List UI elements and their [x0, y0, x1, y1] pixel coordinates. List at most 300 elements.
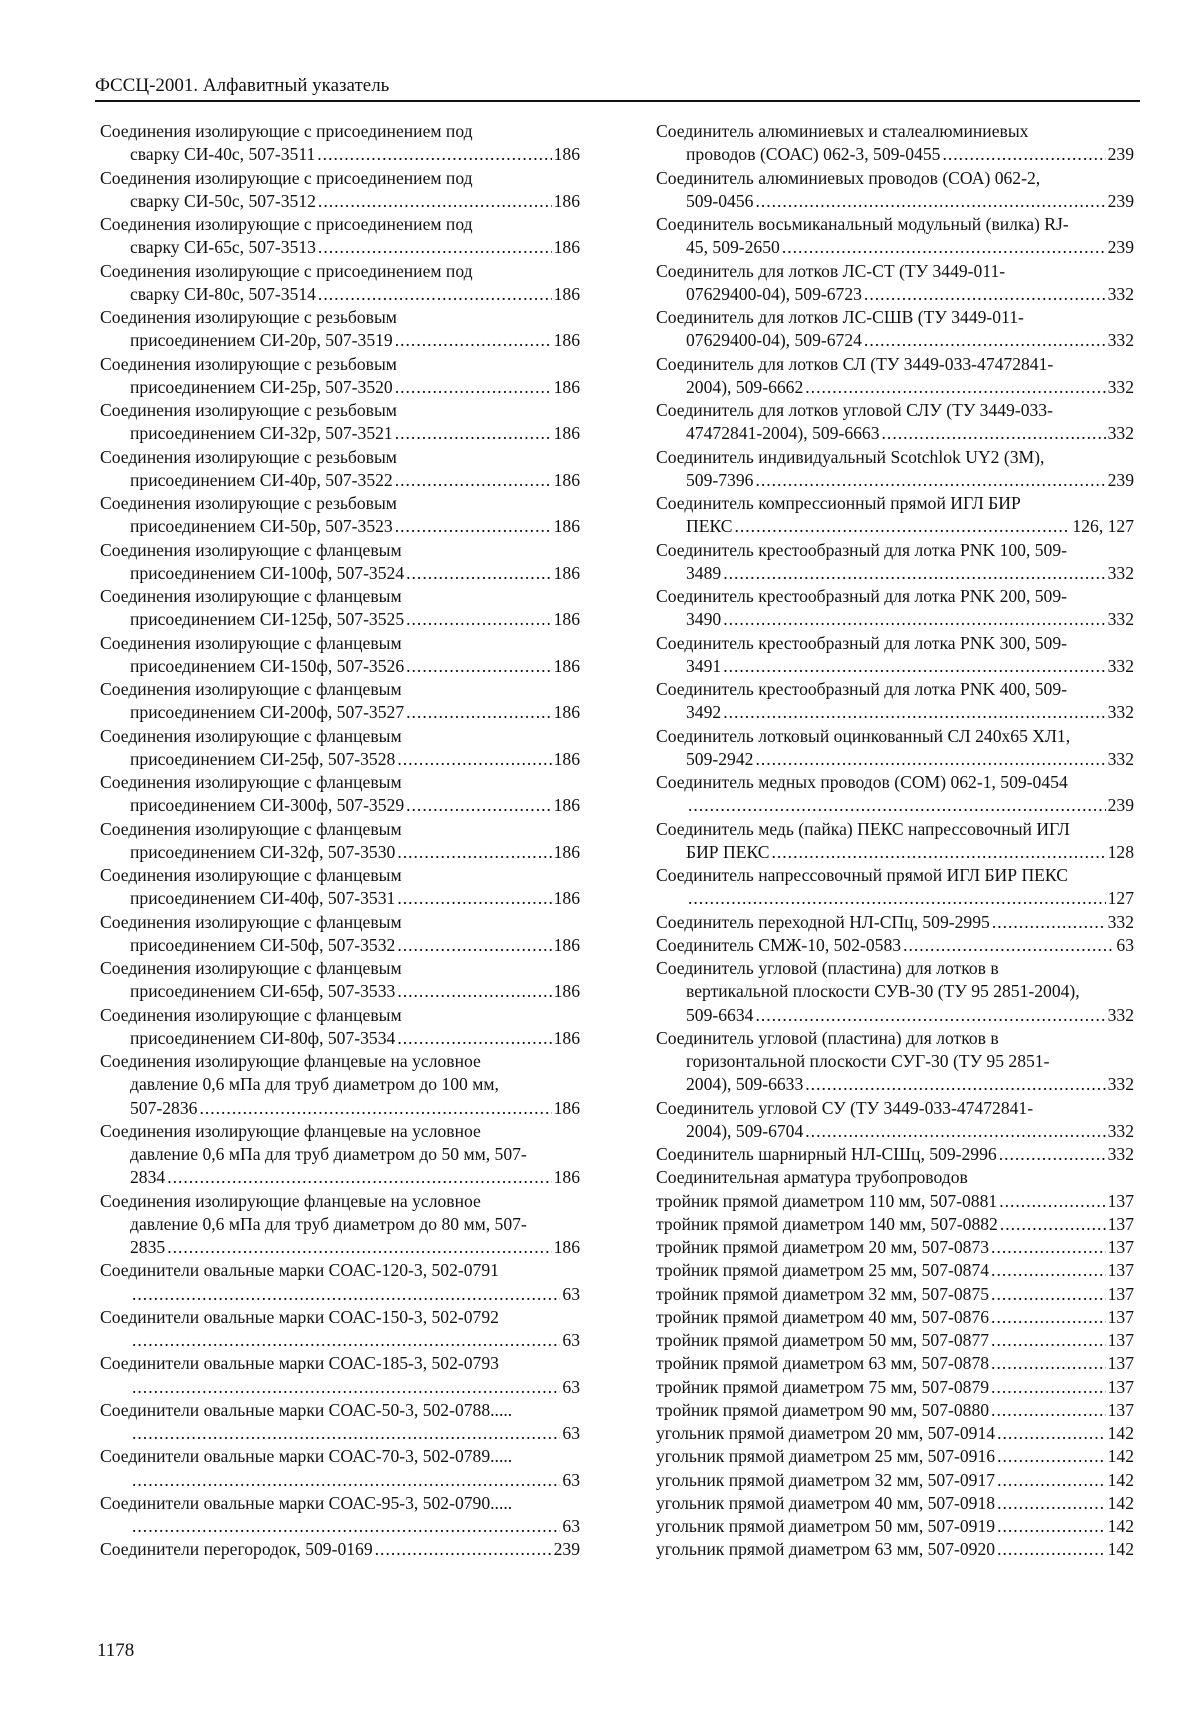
dot-leader: [132, 1515, 560, 1538]
entry-text: присоединением СИ-50ф, 507-3532: [130, 934, 396, 955]
index-entry: [100, 1306, 580, 1353]
entry-text-middle-line: давление 0,6 мПа для труб диаметром до 50 мм, 507-: [130, 1144, 527, 1164]
index-entry: [656, 1538, 1134, 1561]
entry-page-ref: 332: [1107, 283, 1134, 304]
entry-page-ref: 332: [1107, 423, 1134, 444]
entry-text-first-line: Соединитель восьмиканальный модульный (вилка) RJ-: [656, 214, 1069, 234]
entry-text: сварку СИ-50с, 507-3512: [130, 190, 316, 211]
entry-leader-line: [100, 422, 580, 445]
entry-page-ref: 332: [1107, 562, 1134, 583]
entry-leader-line: [656, 934, 1134, 957]
index-entry: [100, 399, 580, 446]
entry-text-first-line: Соединения изолирующие с резьбовым: [100, 493, 397, 513]
entry-page-ref: 186: [553, 376, 580, 397]
dot-leader: [318, 190, 552, 213]
entry-text: присоединением СИ-80ф, 507-3534: [130, 1027, 396, 1048]
entry-page-ref: 186: [553, 609, 580, 630]
entry-page-ref: 128: [1107, 841, 1134, 862]
entry-text-first-line: Соединитель для лотков СЛ (ТУ 3449-033-47472841-: [656, 353, 1054, 374]
entry-page-ref: 186: [553, 795, 580, 816]
entry-leader-line: [656, 1120, 1134, 1143]
entry-text-first-line: Соединения изолирующие фланцевые на условное: [100, 1051, 481, 1071]
entry-page-ref: 239: [1107, 795, 1134, 816]
entry-text-middle-line: вертикальной плоскости СУВ-30 (ТУ 95 2851-2004),: [686, 981, 1080, 1002]
entry-text: тройник прямой диаметром 110 мм, 507-0881: [656, 1190, 998, 1211]
entry-text-first-line: Соединения изолирующие с резьбовым: [100, 353, 397, 374]
entry-leader-line: [100, 143, 580, 166]
entry-text-first-line: Соединения изолирующие фланцевые на условное: [100, 1190, 481, 1211]
dot-leader: [132, 1283, 560, 1306]
index-entry: [100, 1399, 580, 1446]
entry-text: угольник прямой диаметром 25 мм, 507-0916: [656, 1446, 996, 1467]
dot-leader: [1000, 1213, 1106, 1236]
entry-page-ref: 332: [1107, 1074, 1134, 1095]
entry-leader-line: [656, 1143, 1134, 1166]
entry-leader-line: [656, 1329, 1134, 1352]
entry-page-ref: 332: [1107, 1120, 1134, 1141]
entry-text: присоединением СИ-25ф, 507-3528: [130, 748, 396, 769]
entry-leader-line: [656, 283, 1134, 306]
entry-page-ref: 142: [1107, 1446, 1134, 1467]
entry-leader-line: [656, 190, 1134, 213]
entry-page-ref: 332: [1107, 911, 1134, 932]
dot-leader: [395, 376, 552, 399]
dot-leader: [397, 934, 551, 957]
entry-text-middle-line: давление 0,6 мПа для труб диаметром до 100 мм,: [130, 1074, 499, 1095]
entry-leader-line: [100, 1469, 580, 1492]
entry-page-ref: 332: [1107, 655, 1134, 676]
entry-leader-line: [100, 1515, 580, 1538]
dot-leader: [397, 980, 551, 1003]
dot-leader: [688, 794, 1106, 817]
entry-text-first-line: Соединения изолирующие фланцевые на условное: [100, 1120, 481, 1141]
entry-text-first-line: Соединитель для лотков ЛС-СТ (ТУ 3449-011-: [656, 260, 1006, 281]
entry-leader-line: [100, 841, 580, 864]
entry-text-first-line: Соединения изолирующие с резьбовым: [100, 400, 397, 420]
entry-leader-line: [656, 1515, 1134, 1538]
dot-leader: [406, 655, 551, 678]
entry-text-first-line: Соединения изолирующие с присоединением под: [100, 167, 473, 188]
entry-leader-line: [100, 1422, 580, 1445]
dot-leader: [395, 515, 552, 538]
entry-text-first-line: Соединитель угловой СУ (ТУ 3449-033-47472841-: [656, 1097, 1034, 1118]
dot-leader: [805, 376, 1105, 399]
entry-text: проводов (СОАС) 062-3, 509-0455: [686, 144, 941, 165]
entry-page-ref: 332: [1107, 330, 1134, 351]
index-entry: [656, 213, 1134, 260]
entry-text-first-line: Соединитель компрессионный прямой ИГЛ БИР: [656, 493, 1021, 513]
entry-leader-line: [100, 1329, 580, 1352]
entry-text: 45, 509-2650: [686, 237, 780, 258]
dot-leader: [997, 1515, 1106, 1538]
entry-text-first-line: Соединитель для лотков ЛС-СШВ (ТУ 3449-011-: [656, 307, 1024, 327]
entry-leader-line: [100, 1027, 580, 1050]
entry-page-ref: 137: [1107, 1190, 1134, 1211]
entry-leader-line: [100, 190, 580, 213]
entry-text: угольник прямой диаметром 40 мм, 507-0918: [656, 1492, 996, 1513]
index-entry: [656, 1097, 1134, 1144]
entry-text-first-line: Соединители овальные марки СОАС-70-3, 502-0789.....: [100, 1446, 513, 1467]
index-entry: [100, 120, 580, 167]
entry-text: сварку СИ-80с, 507-3514: [130, 283, 316, 304]
dot-leader: [997, 1538, 1106, 1561]
header-title: ФССЦ-2001. Алфавитный указатель: [95, 75, 390, 96]
index-entry: [100, 213, 580, 260]
entry-leader-line: [656, 329, 1134, 352]
entry-leader-line: [656, 469, 1134, 492]
entry-leader-line: [656, 1004, 1134, 1027]
entry-page-ref: 186: [553, 841, 580, 862]
index-entry: [100, 306, 580, 353]
entry-text: присоединением СИ-25р, 507-3520: [130, 376, 393, 397]
entry-text-first-line: Соединитель крестообразный для лотка PNK 300, 509-: [656, 632, 1068, 653]
index-entry: [100, 446, 580, 493]
entry-text-first-line: Соединения изолирующие с фланцевым: [100, 539, 402, 560]
entry-text: 3490: [686, 609, 722, 630]
entry-page-ref: 137: [1107, 1260, 1134, 1281]
entry-leader-line: [100, 701, 580, 724]
index-entry: [656, 353, 1134, 400]
index-entry: [656, 678, 1134, 725]
page-number: 1178: [97, 1640, 135, 1661]
index-entry: [656, 167, 1134, 214]
entry-text-first-line: Соединитель медных проводов (СОМ) 062-1, 509-0454: [656, 772, 1068, 792]
entry-text: 509-0456: [686, 190, 754, 211]
dot-leader: [997, 1445, 1106, 1468]
dot-leader: [406, 701, 551, 724]
entry-page-ref: 137: [1107, 1353, 1134, 1374]
entry-text-first-line: Соединитель лотковый оцинкованный СЛ 240х65 ХЛ1,: [656, 725, 1071, 746]
entry-page-ref: 186: [553, 516, 580, 537]
entry-leader-line: [100, 980, 580, 1003]
dot-leader: [688, 887, 1106, 910]
index-entry: [656, 1259, 1134, 1282]
index-entry: [100, 585, 580, 632]
entry-page-ref: 137: [1107, 1237, 1134, 1257]
index-entry: [656, 1283, 1134, 1306]
index-entry: [100, 1120, 580, 1190]
entry-page-ref: 142: [1107, 1516, 1134, 1536]
dot-leader: [805, 1120, 1105, 1143]
entry-text: тройник прямой диаметром 40 мм, 507-0876: [656, 1306, 990, 1327]
index-entry: [100, 1352, 580, 1399]
entry-leader-line: [656, 655, 1134, 678]
entry-page-ref: 137: [1107, 1330, 1134, 1350]
index-entry: [656, 1306, 1134, 1329]
entry-leader-line: [656, 841, 1134, 864]
entry-page-ref: 239: [1107, 190, 1134, 211]
entry-text: присоединением СИ-65ф, 507-3533: [130, 981, 396, 1002]
entry-text: 2834: [130, 1167, 166, 1188]
entry-leader-line: [100, 1236, 580, 1259]
entry-page-ref: 239: [553, 1539, 580, 1560]
index-entry: [656, 120, 1134, 167]
index-entry: [100, 1190, 580, 1260]
entry-text-middle-line: давление 0,6 мПа для труб диаметром до 80 мм, 507-: [130, 1213, 527, 1234]
entry-text-first-line: Соединения изолирующие с фланцевым: [100, 911, 402, 932]
entry-text-first-line: Соединения изолирующие с фланцевым: [100, 772, 402, 792]
entry-page-ref: 186: [553, 934, 580, 955]
entry-text: сварку СИ-65с, 507-3513: [130, 237, 316, 258]
entry-leader-line: [100, 887, 580, 910]
entry-page-ref: 186: [553, 981, 580, 1002]
entry-text-first-line: Соединения изолирующие с фланцевым: [100, 586, 402, 606]
entry-text: тройник прямой диаметром 75 мм, 507-0879: [656, 1376, 990, 1397]
entry-text-first-line: Соединения изолирующие с фланцевым: [100, 679, 402, 699]
entry-leader-line: [100, 934, 580, 957]
entry-text-first-line: Соединитель крестообразный для лотка PNK 200, 509-: [656, 586, 1068, 606]
entry-text-first-line: Соединитель алюминиевых проводов (СОА) 062-2,: [656, 167, 1041, 188]
index-entry: [100, 1050, 580, 1120]
dot-leader: [395, 469, 552, 492]
entry-text: присоединением СИ-50р, 507-3523: [130, 516, 393, 537]
entry-text-first-line: Соединитель алюминиевых и сталеалюминиевых: [656, 121, 1029, 141]
index-entry: [100, 1004, 580, 1051]
entry-text: угольник прямой диаметром 20 мм, 507-0914: [656, 1423, 996, 1443]
entry-leader-line: [100, 469, 580, 492]
entry-text: 3489: [686, 562, 722, 583]
entry-text: 2835: [130, 1237, 166, 1257]
index-entry: [656, 1399, 1134, 1422]
dot-leader: [132, 1422, 560, 1445]
entry-leader-line: [656, 1283, 1134, 1306]
entry-page-ref: 186: [553, 1167, 580, 1188]
dot-leader: [397, 887, 551, 910]
entry-page-ref: 63: [562, 1283, 580, 1304]
entry-text-first-line: Соединители овальные марки СОАС-50-3, 502-0788.....: [100, 1399, 513, 1420]
dot-leader: [755, 1004, 1105, 1027]
dot-leader: [167, 1236, 551, 1259]
dot-leader: [723, 608, 1105, 631]
index-entry: [656, 260, 1134, 307]
entry-text-first-line: Соединения изолирующие с фланцевым: [100, 1004, 402, 1025]
index-column-right: [656, 120, 1134, 1562]
entry-page-ref: 63: [562, 1423, 580, 1443]
index-entry: [656, 632, 1134, 679]
dot-leader: [942, 143, 1105, 166]
entry-leader-line: [656, 1445, 1134, 1468]
entry-text: 07629400-04), 509-6723: [686, 283, 862, 304]
index-entry: [100, 1445, 580, 1492]
entry-page-ref: 63: [562, 1376, 580, 1397]
entry-leader-line: [656, 1352, 1134, 1375]
dot-leader: [755, 469, 1105, 492]
index-entry: [656, 864, 1134, 911]
entry-text: 509-6634: [686, 1004, 754, 1025]
entry-leader-line: [100, 1538, 580, 1561]
entry-leader-line: [656, 515, 1134, 538]
entry-page-ref: 332: [1107, 1004, 1134, 1025]
dot-leader: [997, 1422, 1106, 1445]
entry-leader-line: [656, 422, 1134, 445]
dot-leader: [805, 1073, 1105, 1096]
entry-leader-line: [100, 1376, 580, 1399]
entry-text: Соединители перегородок, 509-0169: [100, 1539, 373, 1560]
index-entry: [656, 446, 1134, 493]
entry-text-first-line: Соединитель крестообразный для лотка PNK 100, 509-: [656, 539, 1068, 560]
entry-page-ref: 186: [553, 888, 580, 909]
dot-leader: [723, 701, 1105, 724]
entry-text: тройник прямой диаметром 140 мм, 507-0882: [656, 1213, 998, 1234]
entry-text: 2004), 509-6662: [686, 376, 804, 397]
index-entry: [656, 1213, 1134, 1236]
index-entry: [656, 1492, 1134, 1515]
entry-text: 07629400-04), 509-6724: [686, 330, 862, 351]
entry-text: присоединением СИ-150ф, 507-3526: [130, 655, 405, 676]
index-entry: [100, 725, 580, 772]
entry-page-ref: 186: [553, 283, 580, 304]
dot-leader: [406, 794, 551, 817]
index-entry: [100, 260, 580, 307]
index-entry: [656, 1329, 1134, 1352]
entry-leader-line: [100, 236, 580, 259]
index-entry: [656, 771, 1134, 818]
entry-text: присоединением СИ-20р, 507-3519: [130, 330, 393, 351]
index-entry: [656, 492, 1134, 539]
entry-text: 47472841-2004), 509-6663: [686, 423, 880, 444]
entry-leader-line: [100, 655, 580, 678]
entry-text: тройник прямой диаметром 50 мм, 507-0877: [656, 1330, 990, 1350]
index-entry: [656, 1352, 1134, 1375]
index-entry: [656, 911, 1134, 934]
entry-leader-line: [656, 1213, 1134, 1236]
entry-text: присоединением СИ-100ф, 507-3524: [130, 562, 405, 583]
dot-leader: [406, 562, 551, 585]
entry-text: сварку СИ-40с, 507-3511: [130, 144, 316, 165]
index-entry: [656, 1469, 1134, 1492]
entry-text-first-line: Соединитель напрессовочный прямой ИГЛ БИР ПЕКС: [656, 865, 1068, 885]
index-entry: [656, 399, 1134, 446]
entry-page-ref: 186: [553, 423, 580, 444]
entry-page-ref: 186: [553, 655, 580, 676]
dot-leader: [199, 1097, 551, 1120]
entry-leader-line: [100, 562, 580, 585]
index-entry: [656, 934, 1134, 957]
index-entry: [100, 632, 580, 679]
entry-text: тройник прямой диаметром 90 мм, 507-0880: [656, 1399, 990, 1420]
entry-text-first-line: Соединения изолирующие с фланцевым: [100, 865, 402, 885]
entry-leader-line: [656, 1073, 1134, 1096]
index-entry: [100, 1259, 580, 1306]
dot-leader: [397, 1027, 551, 1050]
entry-text: Соединитель шарнирный НЛ-СШц, 509-2996: [656, 1144, 997, 1164]
entry-leader-line: [100, 748, 580, 771]
entry-text-first-line: Соединения изолирующие с присоединением под: [100, 260, 473, 281]
dot-leader: [318, 236, 552, 259]
entry-leader-line: [100, 1283, 580, 1306]
dot-leader: [771, 841, 1105, 864]
entry-leader-line: [100, 794, 580, 817]
dot-leader: [991, 1399, 1106, 1422]
dot-leader: [864, 283, 1106, 306]
entry-leader-line: [656, 1399, 1134, 1422]
entry-text-first-line: Соединители овальные марки СОАС-95-3, 502-0790.....: [100, 1492, 513, 1513]
index-heading: Соединительная арматура трубопроводов: [656, 1167, 968, 1188]
entry-page-ref: 186: [553, 702, 580, 723]
entry-text: 509-2942: [686, 748, 754, 769]
entry-page-ref: 186: [553, 190, 580, 211]
entry-page-ref: 186: [553, 144, 580, 165]
entry-text: Соединитель СМЖ-10, 502-0583: [656, 934, 902, 955]
entry-text: присоединением СИ-300ф, 507-3529: [130, 795, 405, 816]
dot-leader: [318, 283, 552, 306]
entry-text: тройник прямой диаметром 32 мм, 507-0875: [656, 1283, 990, 1304]
dot-leader: [375, 1538, 552, 1561]
entry-page-ref: 186: [553, 330, 580, 351]
entry-leader-line: [656, 1492, 1134, 1515]
entry-text-first-line: Соединения изолирующие с присоединением под: [100, 214, 473, 234]
dot-leader: [991, 1236, 1106, 1259]
index-entry: [100, 539, 580, 586]
entry-leader-line: [656, 143, 1134, 166]
index-entry: [100, 957, 580, 1004]
entry-text-first-line: Соединения изолирующие с фланцевым: [100, 818, 402, 839]
entry-text: угольник прямой диаметром 32 мм, 507-0917: [656, 1469, 996, 1490]
index-entry: [656, 818, 1134, 865]
dot-leader: [997, 1492, 1106, 1515]
entry-text-first-line: Соединитель медь (пайка) ПЕКС напрессовочный ИГЛ: [656, 818, 1070, 839]
dot-leader: [395, 422, 552, 445]
entry-leader-line: [100, 329, 580, 352]
entry-page-ref: 332: [1107, 1144, 1134, 1164]
entry-text-first-line: Соединитель угловой (пластина) для лотков в: [656, 1027, 999, 1048]
dot-leader: [992, 911, 1106, 934]
entry-page-ref: 186: [553, 237, 580, 258]
entry-leader-line: [656, 1469, 1134, 1492]
entry-page-ref: 239: [1107, 469, 1134, 490]
entry-leader-line: [656, 1376, 1134, 1399]
dot-leader: [734, 515, 1070, 538]
entry-text: присоединением СИ-125ф, 507-3525: [130, 609, 405, 630]
entry-text: тройник прямой диаметром 63 мм, 507-0878: [656, 1353, 990, 1374]
entry-leader-line: [656, 911, 1134, 934]
entry-page-ref: 126, 127: [1072, 516, 1134, 537]
dot-leader: [132, 1329, 560, 1352]
entry-text-middle-line: горизонтальной плоскости СУГ-30 (ТУ 95 2851-: [686, 1051, 1050, 1071]
dot-leader: [991, 1352, 1106, 1375]
entry-text: 509-7396: [686, 469, 754, 490]
dot-leader: [991, 1306, 1106, 1329]
index-entry: [100, 818, 580, 865]
entry-text: присоединением СИ-32ф, 507-3530: [130, 841, 396, 862]
running-header: [95, 70, 1140, 102]
dot-leader: [317, 143, 551, 166]
dot-leader: [991, 1283, 1106, 1306]
index-entry: [100, 911, 580, 958]
index-entry: [656, 1027, 1134, 1097]
entry-text: тройник прямой диаметром 25 мм, 507-0874: [656, 1260, 990, 1281]
entry-text: Соединитель переходной НЛ-СПц, 509-2995: [656, 911, 990, 932]
entry-text-first-line: Соединитель угловой (пластина) для лотков в: [656, 958, 999, 978]
dot-leader: [406, 608, 551, 631]
index-entry: [100, 492, 580, 539]
dot-leader: [999, 1190, 1105, 1213]
entry-leader-line: [656, 1236, 1134, 1259]
entry-leader-line: [656, 608, 1134, 631]
dot-leader: [755, 190, 1105, 213]
entry-page-ref: 332: [1107, 609, 1134, 630]
entry-leader-line: [656, 376, 1134, 399]
entry-leader-line: [656, 887, 1134, 910]
entry-page-ref: 63: [1116, 934, 1134, 955]
index-entry: [100, 771, 580, 818]
dot-leader: [997, 1469, 1106, 1492]
entry-leader-line: [100, 1097, 580, 1120]
index-entry: [656, 1422, 1134, 1445]
index-entry: [100, 167, 580, 214]
dot-leader: [991, 1376, 1106, 1399]
entry-leader-line: [100, 283, 580, 306]
